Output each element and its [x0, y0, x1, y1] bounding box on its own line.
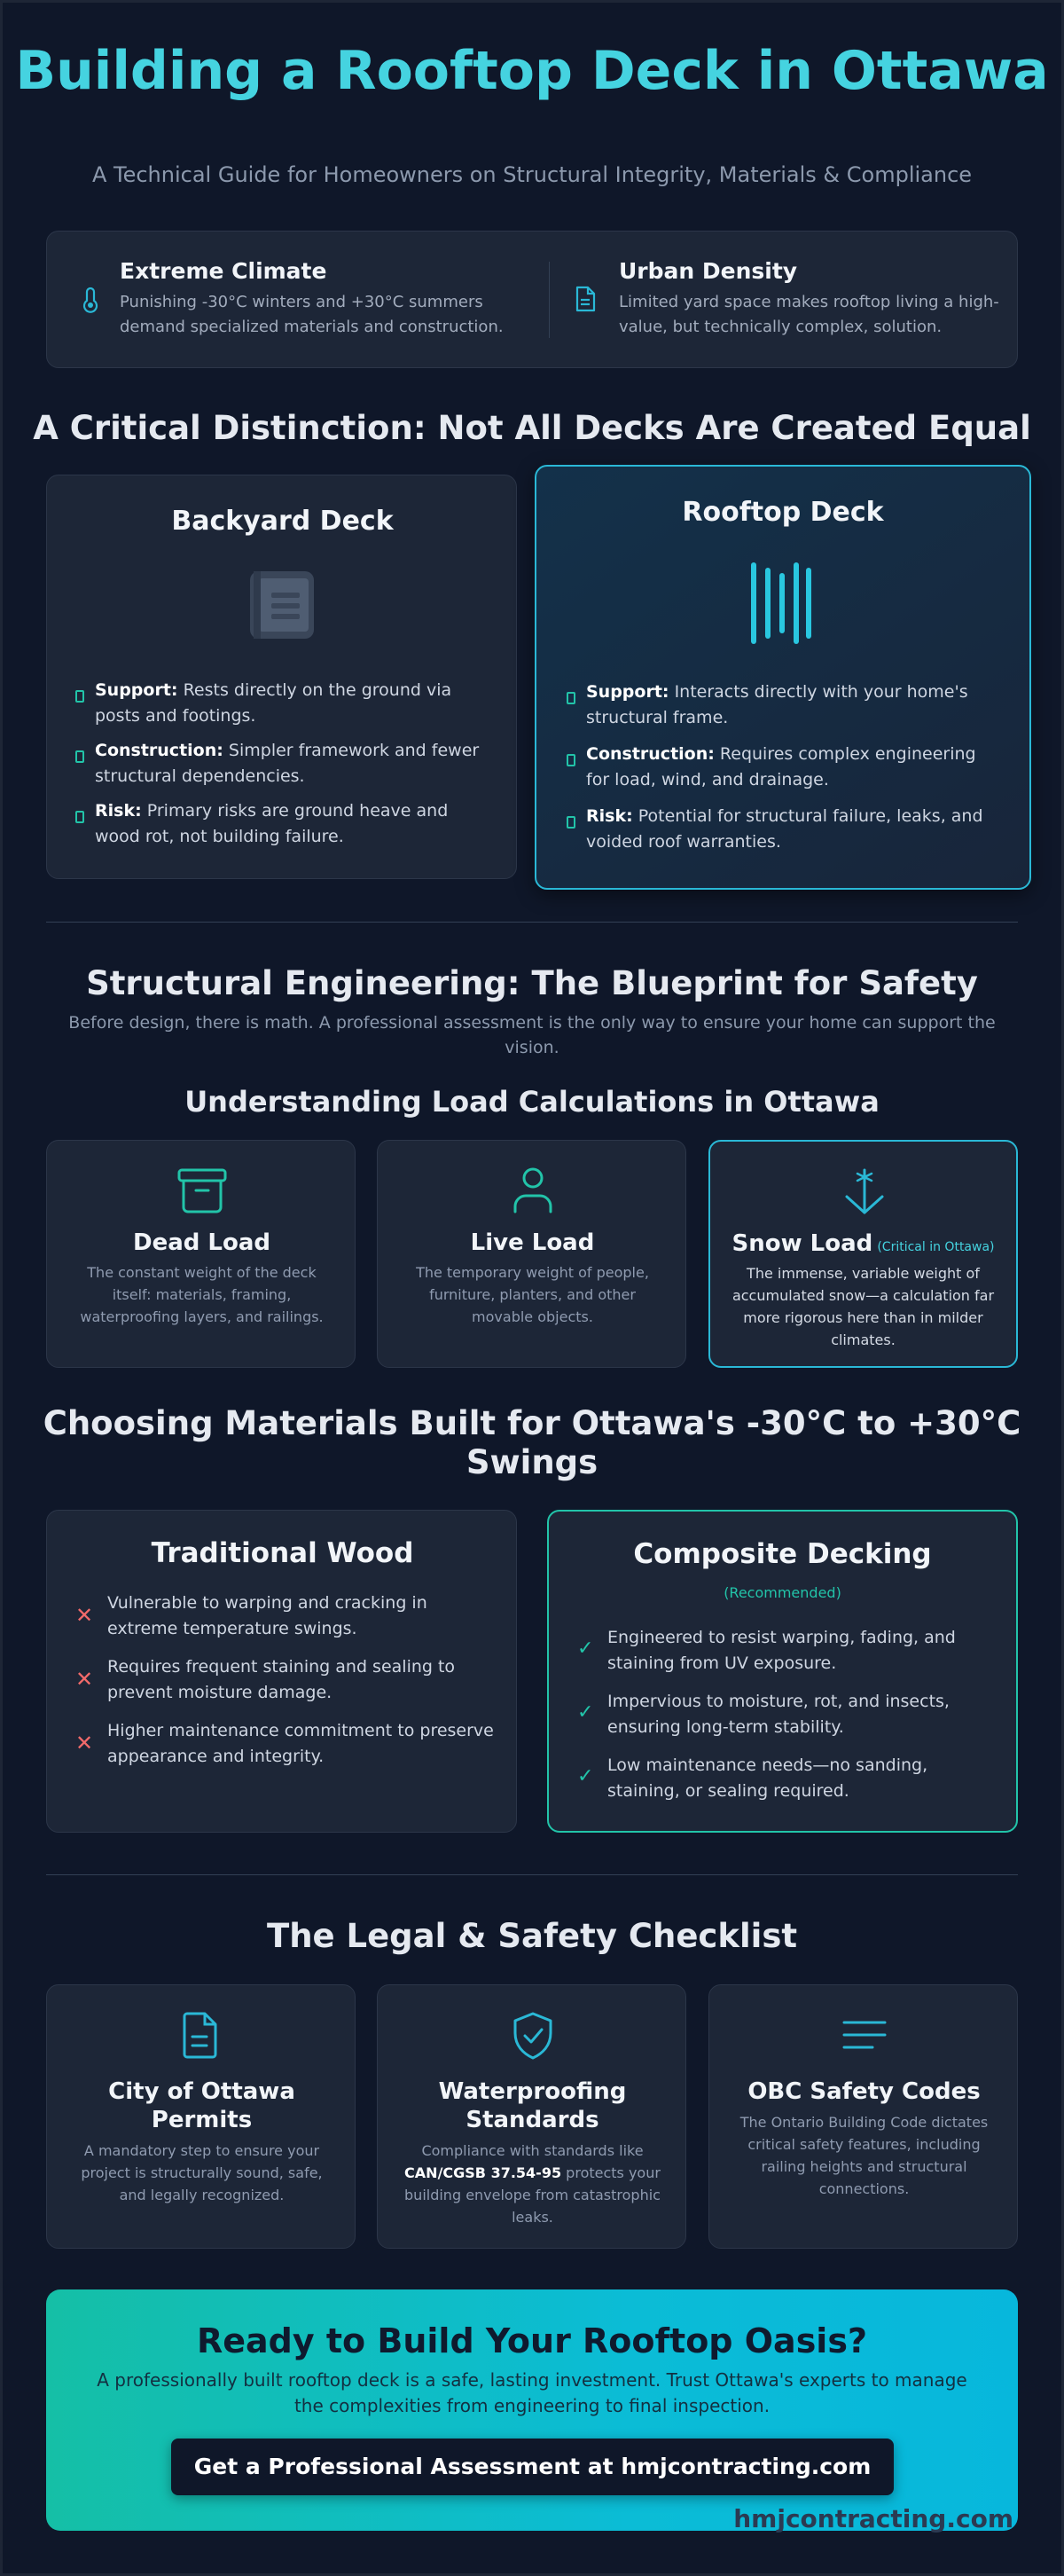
backyard-construction: Construction: Simpler framework and fewer structural dependencies. [95, 741, 480, 786]
x-icon: ✕ [75, 1667, 94, 1692]
notebook-icon [246, 569, 317, 640]
permit-document-icon [180, 2010, 223, 2060]
bullet-icon [75, 690, 84, 703]
check-icon: ✓ [577, 1637, 594, 1660]
backyard-deck-card [46, 475, 517, 879]
snow-arrow-icon [840, 1166, 889, 1218]
structural-intro: Before design, there is math. A professional assessment is the only way to ensure your home can support the vision. [68, 1013, 996, 1057]
obc-text: The Ontario Building Code dictates critical safety features, including railing heights and structural connections. [739, 2114, 989, 2197]
rooftop-deck-title: Rooftop Deck [682, 497, 884, 528]
cta-banner [46, 2289, 1018, 2531]
waterproofing-card [377, 1984, 686, 2249]
wood-title: Traditional Wood [151, 1537, 414, 1569]
thermometer-icon [76, 285, 105, 313]
archive-box-icon [176, 1167, 228, 1215]
obc-title: OBC Safety Codes [747, 2078, 981, 2105]
bullet-icon [567, 816, 575, 829]
intro-text-climate: Punishing -30°C winters and +30°C summers demand specialized materials and construction. [120, 293, 504, 336]
document-icon [572, 285, 598, 313]
snow-load-title: Snow Load [732, 1230, 873, 1257]
bullet-icon [567, 754, 575, 766]
obc-card [708, 1984, 1018, 2249]
section-divider [46, 1874, 1018, 1875]
person-icon [511, 1166, 555, 1215]
composite-item: Impervious to moisture, rot, and insects, ensuring long-term stability. [607, 1692, 950, 1737]
rooftop-support: Support: Interacts directly with your home's structural frame. [586, 682, 968, 727]
snow-load-header [710, 1230, 1016, 1257]
intro-card [46, 231, 1018, 368]
composite-item: Engineered to resist warping, fading, and staining from UV exposure. [607, 1628, 956, 1673]
structure-bars-icon [747, 561, 818, 646]
wood-item: Higher maintenance commitment to preserve appearance and integrity. [107, 1721, 494, 1766]
x-icon: ✕ [75, 1731, 94, 1755]
composite-title: Composite Decking [633, 1538, 932, 1570]
dead-load-text: The constant weight of the deck itself: materials, framing, waterproofing layers, and railings. [80, 1264, 324, 1325]
dead-load-card [46, 1140, 356, 1368]
section-divider [46, 922, 1018, 923]
dead-load-title: Dead Load [132, 1229, 270, 1256]
rooftop-deck-card [535, 465, 1031, 890]
rooftop-risk: Risk: Potential for structural failure, leaks, and voided roof warranties. [586, 806, 983, 852]
live-load-title: Live Load [470, 1229, 595, 1256]
backyard-deck-title: Backyard Deck [171, 506, 394, 537]
page-subtitle: A Technical Guide for Homeowners on Structural Integrity, Materials & Compliance [91, 162, 973, 187]
wood-item: Requires frequent staining and sealing to prevent moisture damage. [107, 1657, 456, 1702]
composite-card [547, 1510, 1018, 1833]
checklist-heading: The Legal & Safety Checklist [266, 1917, 798, 1955]
permits-card [46, 1984, 356, 2249]
bullet-icon [567, 692, 575, 704]
permits-text: A mandatory step to ensure your project is structurally sound, safe, and legally recognized. [81, 2142, 323, 2203]
snow-load-card [708, 1140, 1018, 1368]
distinction-heading: A Critical Distinction: Not All Decks Are Created Equal [33, 409, 1031, 447]
cta-text: A professionally built rooftop deck is a safe, lasting investment. Trust Ottawa's experts to manage the complexities from engineering to final inspection. [97, 2369, 967, 2416]
waterproofing-title: Waterproofing Standards [438, 2078, 627, 2133]
snow-load-text: The immense, variable weight of accumulated snow—a calculation far more rigorous here than in milder climates. [732, 1265, 995, 1348]
page-title: Building a Rooftop Deck in Ottawa [15, 40, 1049, 102]
structural-heading: Structural Engineering: The Blueprint for Safety [86, 964, 978, 1002]
bullet-icon [75, 811, 84, 823]
wood-item: Vulnerable to warping and cracking in extreme temperature swings. [107, 1593, 427, 1638]
shield-check-icon [509, 2010, 557, 2062]
x-icon: ✕ [75, 1603, 94, 1628]
live-load-text: The temporary weight of people, furniture, planters, and other movable objects. [416, 1264, 649, 1325]
rooftop-construction: Construction: Requires complex engineering for load, wind, and drainage. [586, 744, 976, 789]
backyard-risk: Risk: Primary risks are ground heave and wood rot, not building failure. [95, 801, 449, 846]
intro-text-density: Limited yard space makes rooftop living a high-value, but technically complex, solution. [619, 293, 999, 336]
footer-site: hmjcontracting.com [733, 2504, 1013, 2533]
lines-icon [841, 2017, 888, 2053]
intro-divider [549, 262, 550, 338]
permits-title: City of Ottawa Permits [108, 2078, 295, 2133]
cta-title: Ready to Build Your Rooftop Oasis? [197, 2321, 867, 2360]
assessment-button[interactable]: Get a Professional Assessment at hmjcontracting.com [171, 2439, 894, 2495]
materials-heading: Choosing Materials Built for Ottawa's -30°C to +30°C Swings [43, 1404, 1021, 1481]
recommended-badge: (Recommended) [724, 1584, 841, 1601]
check-icon: ✓ [577, 1701, 594, 1724]
check-icon: ✓ [577, 1765, 594, 1787]
bullet-icon [75, 750, 84, 763]
loads-subheading: Understanding Load Calculations in Ottawa [184, 1085, 880, 1119]
wood-card [46, 1510, 517, 1833]
intro-title-density: Urban Density [619, 258, 798, 284]
infographic-page [3, 3, 1061, 2573]
backyard-support: Support: Rests directly on the ground via posts and footings. [95, 680, 452, 726]
composite-item: Low maintenance needs—no sanding, staining, or sealing required. [607, 1755, 928, 1801]
intro-title-climate: Extreme Climate [120, 258, 327, 284]
live-load-card [377, 1140, 686, 1368]
critical-badge: (Critical in Ottawa) [877, 1240, 995, 1254]
waterproofing-text: Compliance with standards like CAN/CGSB 37.54-95 protects your building envelope from catastrophic leaks. [404, 2142, 661, 2226]
